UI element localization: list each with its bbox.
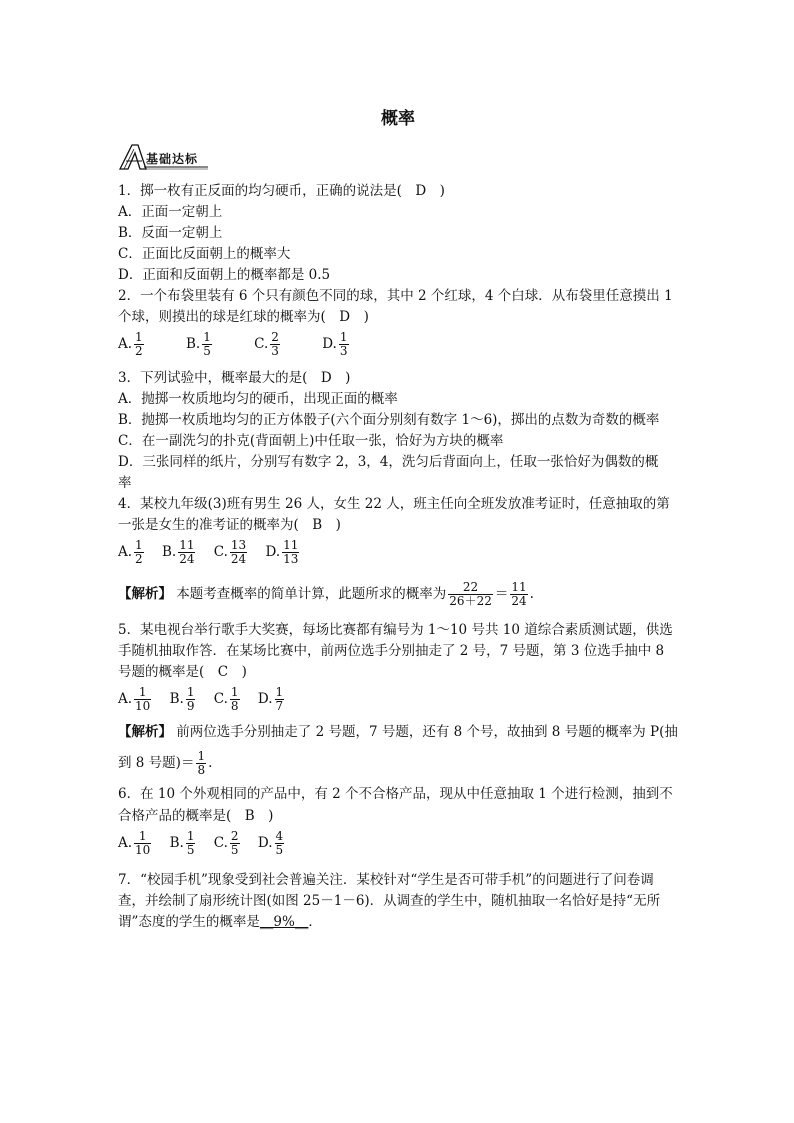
q4-line1: 4．某校九年级(3)班有男生 26 人，女生 22 人，班主任向全班发放准考证时，任意抽取的第 [118,496,670,512]
q6-option-d: D. $\frac{4}{5}$ [257,829,284,857]
q4-option-c: C. $\frac{13}{24}$ [213,538,247,566]
q2-line1: 2．一个布袋里装有 6 个只有颜色不同的球，其中 2 个红球，4 个白球．从布袋里任意摸出 1 [118,288,673,304]
q5-options [118,686,298,713]
q1-option-d: D．正面和反面朝上的概率都是 0.5 [118,267,331,283]
q6-options [118,830,298,857]
page-title: 概率 [381,109,415,129]
q3-option-b: B．抛掷一枚质地均匀的正方体骰子(六个面分别刻有数字 1～6)，掷出的点数为奇数的概率 [118,412,660,428]
q2-option-d: D. $\frac{1}{3}$ [322,330,348,358]
q5-option-c: C. $\frac{1}{8}$ [213,685,239,713]
q4-analysis: 【解析】 本题考查概率的简单计算，此题所求的概率为 $\frac{22}{26+22}$ ＝ $\frac{11}{24}$ . [118,580,534,608]
q5-analysis [118,722,678,742]
q7-line2: 查，并绘制了扇形统计图(如图 25－1－6)．从调查的学生中，随机抽取一名恰好是持“无所 [118,893,661,909]
q5-analysis-cont: 到 8 号题)＝ $\frac{1}{8}$ . [118,749,213,777]
analysis-tag: 【解析】 [118,586,172,602]
q2-line2: 个球，则摸出的球是红球的概率为( D ) [118,309,369,325]
q4-options [118,539,313,566]
q1-option-a: A．正面一定朝上 [118,204,223,220]
q4-option-a: A. $\frac{1}{2}$ [118,538,143,566]
q5-option-a: A. $\frac{1}{10}$ [118,685,151,713]
q5-line2: 手随机抽取作答．在某场比赛中，前两位选手分别抽走了 2 号，7 号题，第 3 位选手抽中 8 [118,643,665,659]
q3-option-d: D．三张同样的纸片，分别写有数字 2，3，4，洗匀后背面向上，任取一张恰好为偶数的概 [118,454,659,470]
q6-option-b: B. $\frac{1}{5}$ [169,829,195,857]
q1-option-c: C．正面比反面朝上的概率大 [118,246,291,262]
q1-option-b: B．反面一定朝上 [118,225,223,241]
q4-line2: 一张是女生的准考证的概率为( B ) [118,517,341,533]
q3-option-d-cont: 率 [118,475,132,491]
q1-stem: 1．掷一枚有正反面的均匀硬币，正确的说法是( D ) [118,183,445,199]
q3-option-c: C．在一副洗匀的扑克(背面朝上)中任取一张，恰好为方块的概率 [118,433,504,449]
section-badge [118,143,210,171]
q6-option-a: A. $\frac{1}{10}$ [118,829,151,857]
q5-line3: 号题的概率是( C ) [118,664,247,680]
q3-stem: 3．下列试验中，概率最大的是( D ) [118,370,351,386]
q4-option-d: D. $\frac{11}{13}$ [265,538,299,566]
q2-options [118,331,363,358]
q2-option-b: B. $\frac{1}{5}$ [185,330,211,358]
q6-option-c: C. $\frac{2}{5}$ [213,829,239,857]
q5-option-d: D. $\frac{1}{7}$ [257,685,284,713]
q6-line1: 6．在 10 个外观相同的产品中，有 2 个不合格产品，现从中任意抽取 1 个进行检测，抽到不 [118,786,673,802]
q5-line1: 5．某电视台举行歌手大奖赛，每场比赛都有编号为 1～10 号共 10 道综合素质测试题，供选 [118,622,673,638]
q7-line3: 谓”态度的学生的概率是__9%__． [118,914,322,930]
q3-option-a: A．抛掷一枚质地均匀的硬币，出现正面的概率 [118,391,398,407]
q2-option-a: A. $\frac{1}{2}$ [118,330,143,358]
q4-option-b: B. $\frac{11}{24}$ [161,538,195,566]
analysis-text: 前两位选手分别抽走了 2 号题，7 号题，还有 8 个号，故抽到 8 号题的概率为 P(抽 [176,724,678,740]
analysis-tag: 【解析】 [118,724,172,740]
analysis-text: 本题考查概率的简单计算，此题所求的概率为 [176,586,447,602]
q7-answer-blank: __9%__ [259,914,309,930]
section-label: 基础达标 [146,152,199,166]
q6-line2: 合格产品的概率是( B ) [118,808,274,824]
q5-option-b: B. $\frac{1}{9}$ [169,685,195,713]
q7-line1: 7．“校园手机”现象受到社会普遍关注．某校针对“学生是否可带手机”的问题进行了问卷调 [118,872,654,888]
q2-option-c: C. $\frac{2}{3}$ [254,330,279,358]
